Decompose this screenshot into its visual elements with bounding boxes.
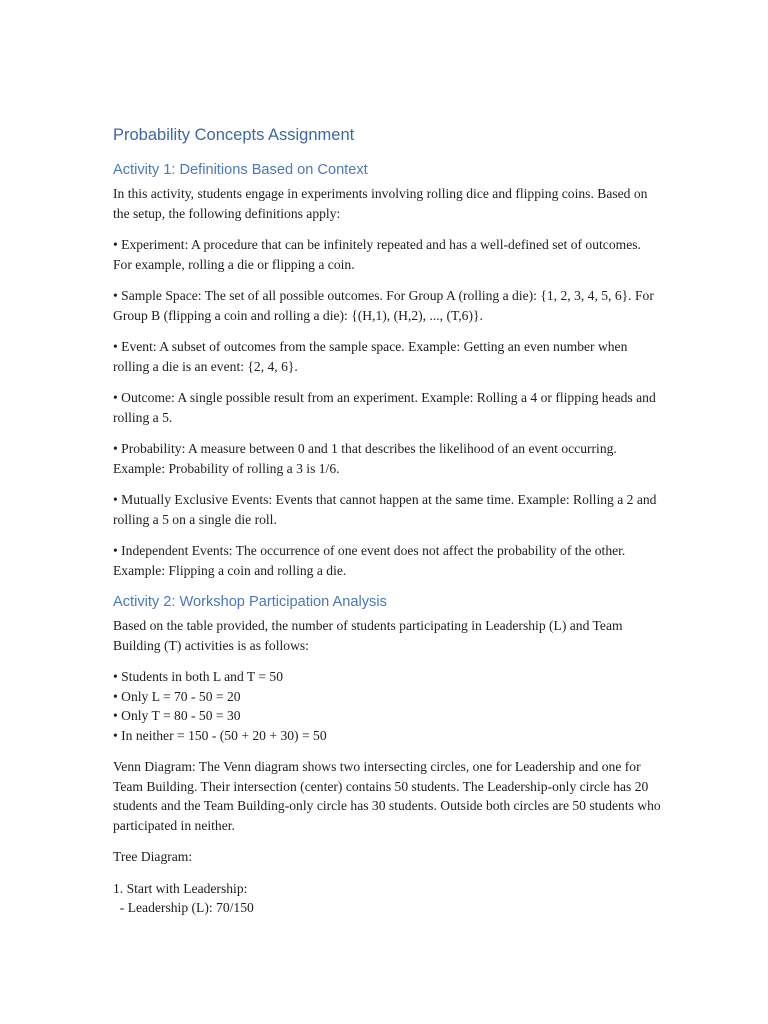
- count-only-t: • Only T = 80 - 50 = 30: [113, 708, 241, 723]
- definition-independent: • Independent Events: The occurrence of one event does not affect the probability of the other. Example: Flipping a coin and rolling a die.: [113, 543, 626, 578]
- tree-diagram-steps: [113, 879, 661, 918]
- activity1-intro: In this activity, students engage in experiments involving rolling dice and flipping coins. Based on the setup, the following definitions apply:: [113, 186, 648, 221]
- definition-probability: • Probability: A measure between 0 and 1 that describes the likelihood of an event occurring. Example: Probability of rolling a 3 is 1/6.: [113, 441, 617, 476]
- definition-outcome: • Outcome: A single possible result from an experiment. Example: Rolling a 4 or flipping heads and rolling a 5.: [113, 390, 656, 425]
- activity2-intro: Based on the table provided, the number of students participating in Leadership (L) and Team Building (T) activities is as follows:: [113, 618, 623, 653]
- count-neither: • In neither = 150 - (50 + 20 + 30) = 50: [113, 727, 327, 743]
- activity2-heading: Activity 2: Workshop Participation Analysis: [113, 594, 387, 610]
- tree-step-leadership: - Leadership (L): 70/150: [113, 900, 254, 915]
- tree-diagram-label: Tree Diagram:: [113, 849, 193, 864]
- definition-sample-space: • Sample Space: The set of all possible outcomes. For Group A (rolling a die): {1, 2, 3, 4, 5, 6}. For Group B (flipping a coin and rolling a die): {(H,1), (H,2), ..., (T,6)}.: [113, 288, 654, 323]
- document-title: Probability Concepts Assignment: [113, 126, 355, 144]
- definition-event: • Event: A subset of outcomes from the sample space. Example: Getting an even number when rolling a die is an event: {2, 4, 6}.: [113, 339, 628, 374]
- participation-counts: [113, 667, 661, 745]
- definition-experiment: • Experiment: A procedure that can be infinitely repeated and has a well-defined set of outcomes. For example, rolling a die or flipping a coin.: [113, 237, 641, 272]
- count-only-l: • Only L = 70 - 50 = 20: [113, 688, 241, 704]
- venn-description: Venn Diagram: The Venn diagram shows two intersecting circles, one for Leadership and one for Team Building. Their intersection (center) contains 50 students. The Leadership-only circle has 20 students and the Team Building-only circle has 30 students. Outside both circles are 50 students who participated in neither.: [113, 759, 661, 833]
- definition-mutually-exclusive: • Mutually Exclusive Events: Events that cannot happen at the same time. Example: Rolling a 2 and rolling a 5 on a single die roll.: [113, 492, 657, 527]
- document-page: [113, 124, 661, 918]
- activity1-heading: Activity 1: Definitions Based on Context: [113, 162, 368, 178]
- count-both: • Students in both L and T = 50: [113, 669, 284, 684]
- tree-step-1: 1. Start with Leadership:: [113, 880, 248, 896]
